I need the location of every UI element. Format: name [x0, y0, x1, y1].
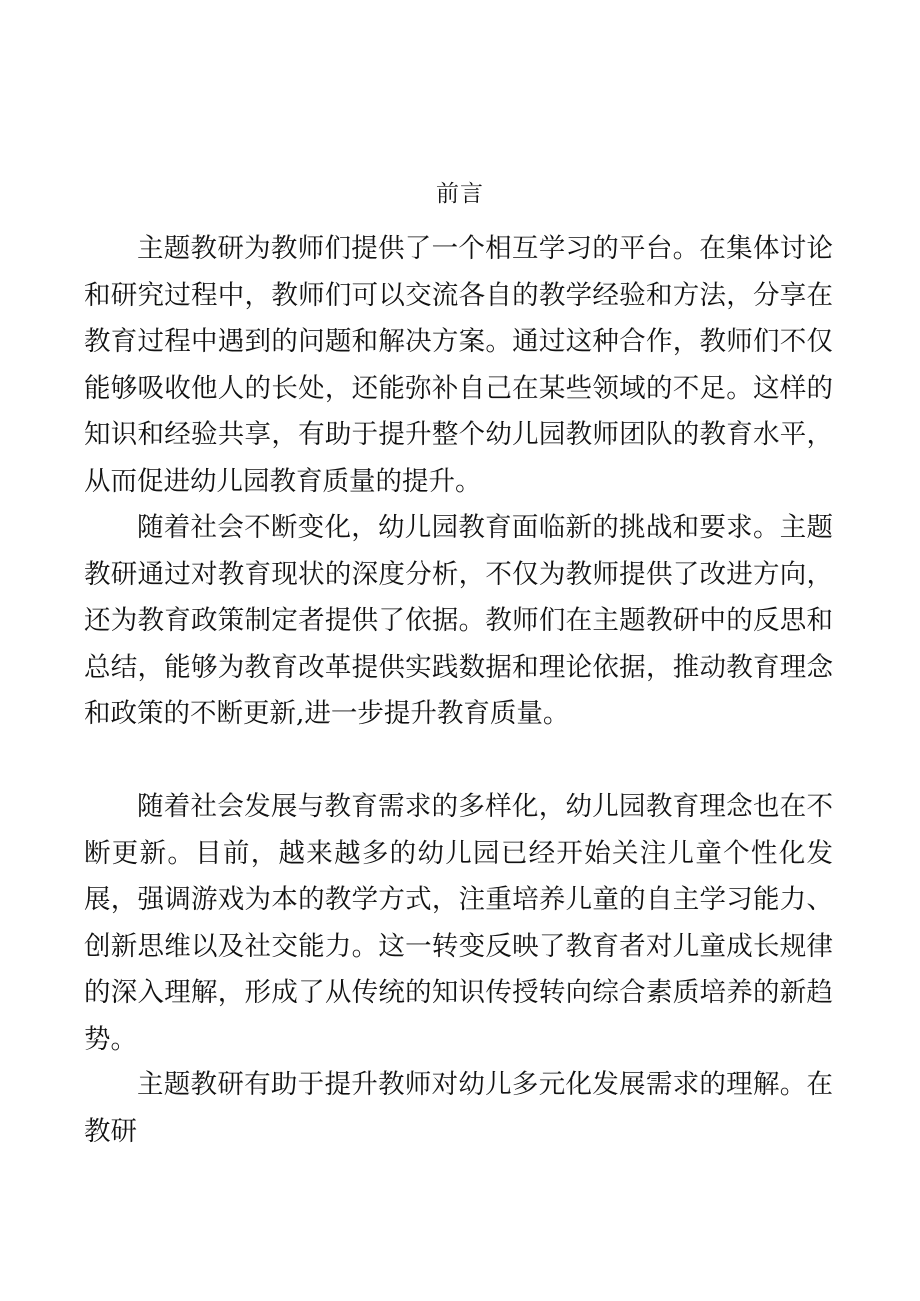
paragraph-1: 主题教研为教师们提供了一个相互学习的平台。在集体讨论和研究过程中，教师们可以交流各自的教学经验和方法，分享在教育过程中遇到的问题和解决方案。通过这种合作，教师们不仅能够吸收他人的长处，还能弥补自己在某些领域的不足。这样的知识和经验共享，有助于提升整个幼儿园教师团队的教育水平，从而促进幼儿园教育质量的提升。: [84, 233, 833, 497]
document-title: 前言: [436, 181, 484, 207]
paragraph-2: 随着社会不断变化，幼儿园教育面临新的挑战和要求。主题教研通过对教育现状的深度分析，不仅为教师提供了改进方向，还为教育政策制定者提供了依据。教师们在主题教研中的反思和总结，能够为教育改革提供实践数据和理论依据，推动教育理念和政策的不断更新,进一步提升教育质量。: [84, 512, 833, 730]
paragraph-3: 随着社会发展与教育需求的多样化，幼儿园教育理念也在不断更新。目前，越来越多的幼儿园已经开始关注儿童个性化发展，强调游戏为本的教学方式，注重培养儿童的自主学习能力、创新思维以及社交能力。这一转变反映了教育者对儿童成长规律的深入理解，形成了从传统的知识传授转向综合素质培养的新趋势。: [84, 791, 833, 1055]
paragraph-4: 主题教研有助于提升教师对幼儿多元化发展需求的理解。在教研: [84, 1069, 833, 1147]
